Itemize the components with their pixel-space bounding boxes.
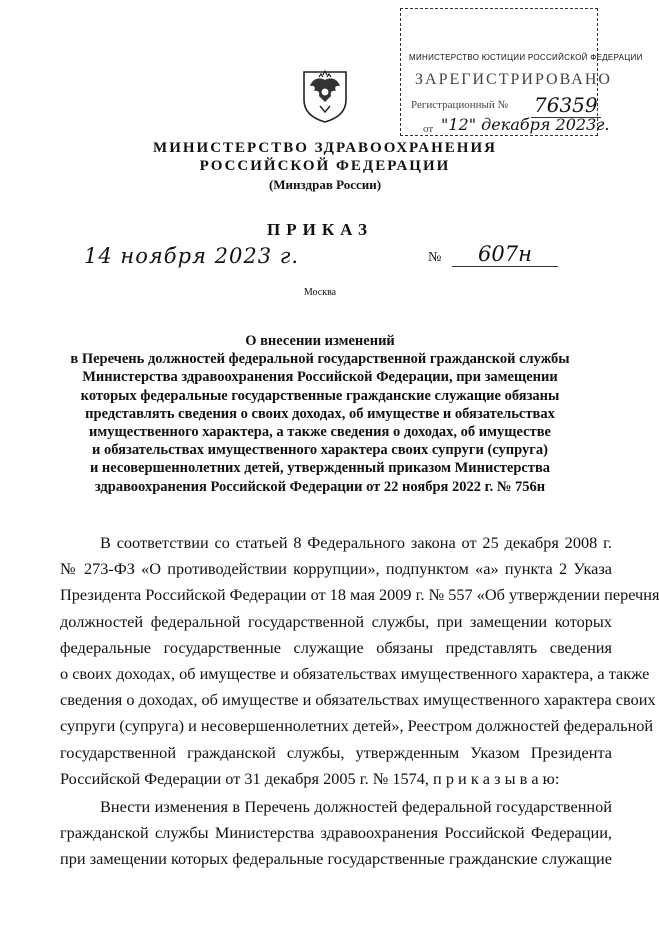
ministry-short-name: (Минздрав России) bbox=[268, 177, 382, 192]
paragraph-line: государственной гражданской службы, утвержденным Указом Президента bbox=[60, 742, 612, 762]
paragraph-line: Российской Федерации от 31 декабря 2005 г. № 1574, п р и к а з ы в а ю: bbox=[60, 768, 560, 788]
stamp-registration-label: Регистрационный № bbox=[411, 99, 509, 111]
paragraph-line: сведения о доходах, об имуществе и обязательствах имущественного характера своих bbox=[60, 690, 656, 710]
order-number: 607н bbox=[452, 242, 558, 267]
subject-line: представлять сведения о своих доходах, об имуществе и обязательствах bbox=[85, 405, 555, 422]
paragraph-line: В соответствии со статьей 8 Федерального закона от 25 декабря 2008 г. bbox=[100, 533, 612, 552]
registration-stamp bbox=[400, 8, 643, 136]
body-paragraph-2 bbox=[60, 794, 612, 873]
stamp-title: ЗАРЕГИСТРИРОВАНО bbox=[415, 71, 612, 88]
paragraph-line: федеральные государственные служащие обязаны представлять сведения bbox=[60, 637, 612, 657]
order-number-label: № bbox=[428, 250, 442, 265]
paragraph-line: Внести изменения в Перечень должностей федеральной государственной bbox=[100, 797, 612, 816]
paragraph-line: № 273-ФЗ «О противодействии коррупции», подпунктом «а» пункта 2 Указа bbox=[60, 559, 612, 579]
paragraph-line: должностей федеральной государственной службы, при замещении которых bbox=[60, 611, 612, 631]
stamp-ministry-name: МИНИСТЕРСТВО ЮСТИЦИИ РОССИЙСКОЙ ФЕДЕРАЦИИ bbox=[409, 53, 643, 62]
subject-line: и несовершеннолетних детей, утвержденный приказом Министерства bbox=[89, 460, 551, 477]
subject-line: и обязательствах имущественного характера своих супруги (супруга) bbox=[92, 442, 548, 459]
subject-line: которых федеральные государственные гражданские служащие обязаны bbox=[80, 387, 560, 404]
stamp-registration-number: 76359 bbox=[531, 93, 601, 118]
subject-line: Министерства здравоохранения Российской Федерации, при замещении bbox=[82, 369, 558, 386]
coat-of-arms-emblem-icon bbox=[300, 66, 350, 124]
subject-line: О внесении изменений bbox=[245, 333, 395, 349]
stamp-date-label: от bbox=[423, 123, 434, 135]
paragraph-line: при замещении которых федеральные государственные гражданские служащие bbox=[60, 849, 612, 869]
subject-line: имущественного характера, а также сведения о доходах, об имуществе bbox=[89, 424, 551, 441]
order-title: ПРИКАЗ bbox=[267, 220, 373, 239]
body-paragraph-1 bbox=[60, 530, 659, 792]
city: Москва bbox=[303, 287, 337, 298]
paragraph-line: гражданской службы Министерства здравоохранения Российской Федерации, bbox=[60, 823, 612, 843]
order-subject bbox=[60, 332, 580, 496]
paragraph-line: о своих доходах, об имуществе и обязательствах имущественного характера, а также bbox=[60, 664, 650, 684]
subject-line: здравоохранения Российской Федерации от 22 ноября 2022 г. № 756н bbox=[94, 478, 546, 495]
paragraph-line: супруги (супруга) и несовершеннолетних детей», Реестром должностей федеральной bbox=[60, 716, 654, 736]
stamp-date: "12" декабря 2023г. bbox=[441, 115, 610, 134]
order-date: 14 ноября 2023 г. bbox=[84, 244, 300, 268]
ministry-name-line2: РОССИЙСКОЙ ФЕДЕРАЦИИ bbox=[199, 158, 451, 174]
subject-line: в Перечень должностей федеральной государственной гражданской службы bbox=[70, 351, 570, 368]
paragraph-line: Президента Российской Федерации от 18 мая 2009 г. № 557 «Об утверждении перечня bbox=[60, 585, 659, 605]
ministry-name-line1: МИНИСТЕРСТВО ЗДРАВООХРАНЕНИЯ bbox=[153, 140, 497, 156]
